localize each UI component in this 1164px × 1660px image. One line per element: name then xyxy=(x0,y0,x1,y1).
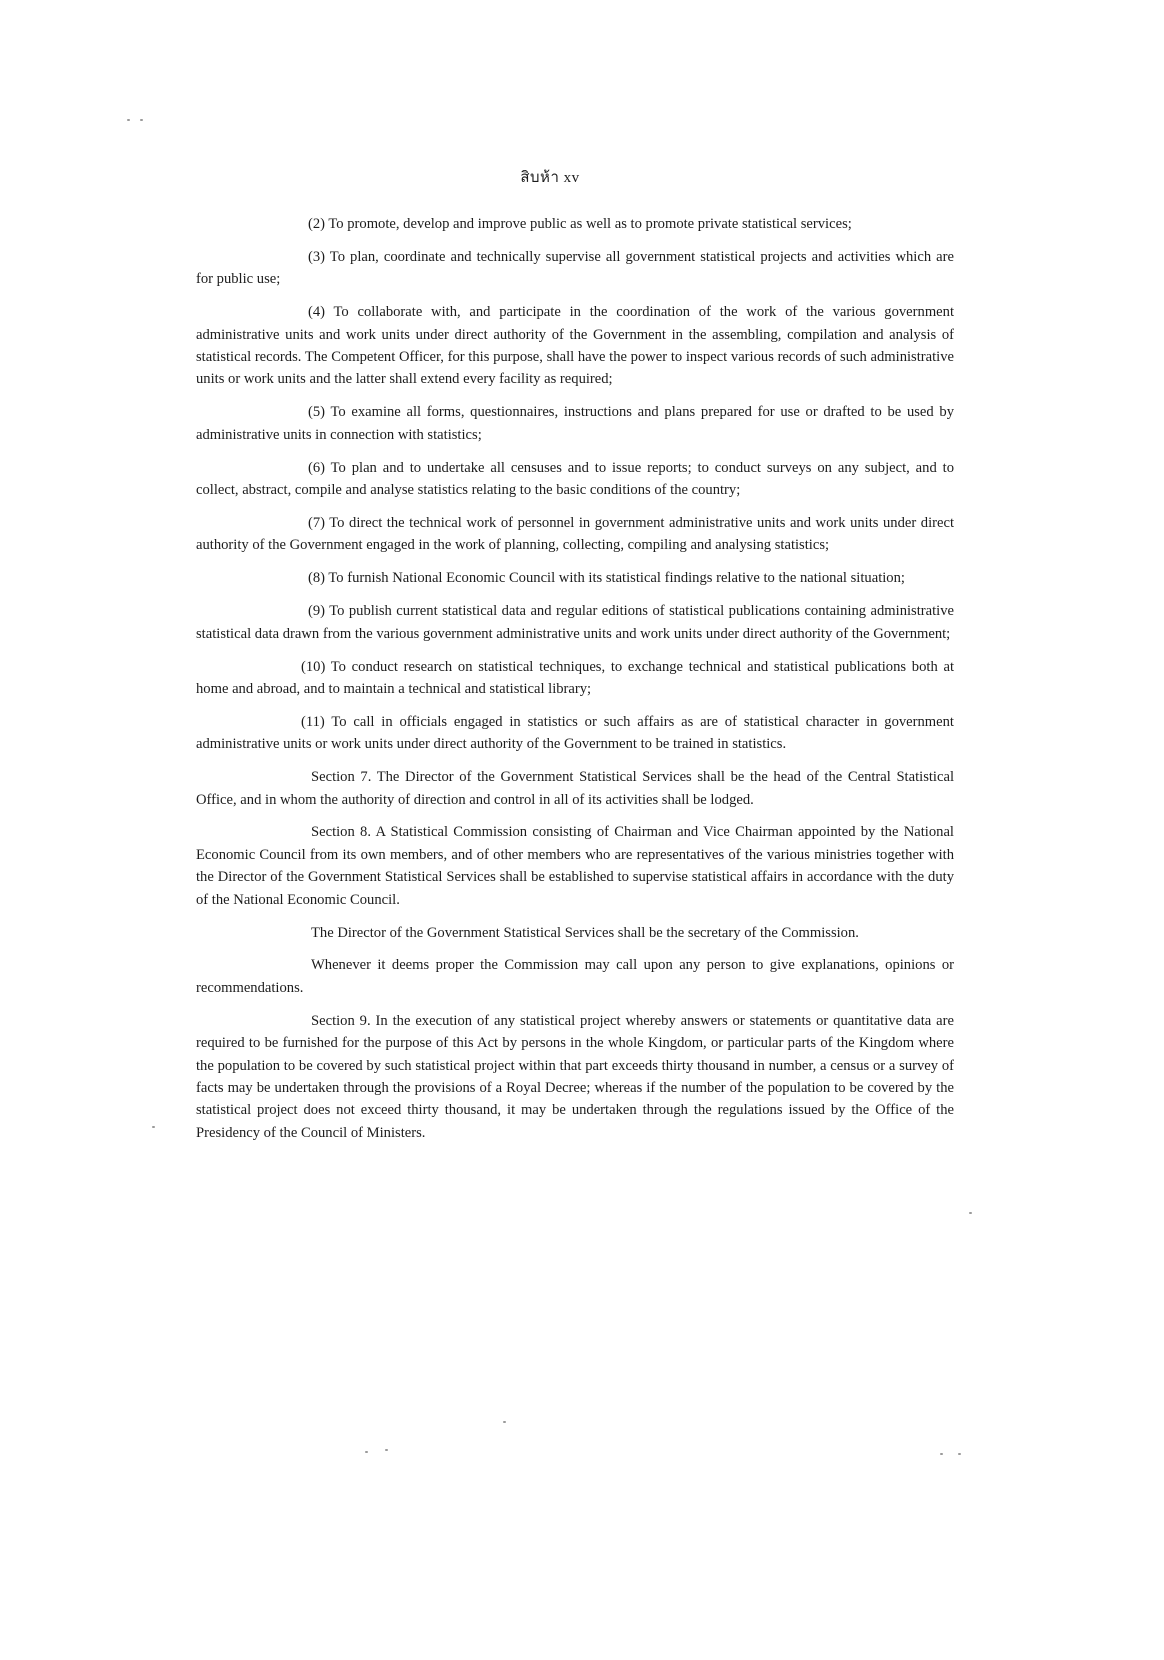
clause-9: (9) To publish current statistical data and regular editions of statistical publications containing administrative statistical data drawn from the various government administrative units and work units under direct authority of the Government; xyxy=(196,603,954,642)
scan-speck xyxy=(365,1451,368,1453)
clause-6: (6) To plan and to undertake all censuses and to issue reports; to conduct surveys on any subject, and to collect, abstract, compile and analyse statistics relating to the basic conditions of the country; xyxy=(196,459,954,499)
document-body xyxy=(196,213,954,1155)
clause-5: (5) To examine all forms, questionnaires, instructions and plans prepared for use or drafted to be used by administrative units in connection with statistics; xyxy=(196,404,954,443)
section-9: Section 9. In the execution of any statistical project whereby answers or statements or quantitative data are required to be furnished for the purpose of this Act by persons in the whole Kingdom, or particular parts of the Kingdom where the population to be covered by such statistical project within that part exceeds thirty thousand in number, a census or a survey of facts may be undertaken through the provisions of a Royal Decree; whereas if the number of the population to be covered by the statistical project does not exceed thirty thousand, it may be undertaken through the regulations issued by the Office of the Presidency of the Council of Ministers. xyxy=(196,1012,954,1141)
scan-speck xyxy=(969,1212,972,1214)
scan-speck xyxy=(140,119,143,121)
scan-speck xyxy=(940,1453,943,1455)
page-number-header: สิบห้า xv xyxy=(520,170,580,186)
section-7: Section 7. The Director of the Government Statistical Services shall be the head of the Central Statistical Office, and in whom the authority of direction and control in all of its activities shall be lodged. xyxy=(196,769,954,808)
scan-speck xyxy=(152,1126,155,1128)
scan-speck xyxy=(127,119,130,121)
section-8-secretary-paragraph: The Director of the Government Statistical Services shall be the secretary of the Commission. xyxy=(311,924,859,941)
clause-8: (8) To furnish National Economic Council with its statistical findings relative to the national situation; xyxy=(308,570,905,587)
scan-speck xyxy=(958,1453,961,1455)
section-8: Section 8. A Statistical Commission consisting of Chairman and Vice Chairman appointed by the National Economic Council from its own members, and of other members who are representatives of the various ministries together with the Director of the Government Statistical Services shall be established to supervise statistical affairs in accordance with the duty of the National Economic Council. xyxy=(196,824,954,908)
clause-7: (7) To direct the technical work of personnel in government administrative units and work units under direct authority of the Government engaged in the work of planning, collecting, compiling and analysing statistics; xyxy=(196,514,954,554)
clause-2: (2) To promote, develop and improve public as well as to promote private statistical services; xyxy=(308,216,852,232)
scan-speck xyxy=(385,1449,388,1451)
clause-11: (11) To call in officials engaged in statistics or such affairs as are of statistical character in government administrative units or work units under direct authority of the Government to be trained in statistics. xyxy=(196,713,954,753)
section-8-explanations-paragraph: Whenever it deems proper the Commission may call upon any person to give explanations, opinions or recommendations. xyxy=(196,957,954,996)
scan-speck xyxy=(503,1421,506,1423)
clause-10: (10) To conduct research on statistical techniques, to exchange technical and statistical publications both at home and abroad, and to maintain a technical and statistical library; xyxy=(196,658,954,697)
clause-4: (4) To collaborate with, and participate in the coordination of the work of the various government administrative units and work units under direct authority of the Government in the assembling, compilation and analysis of statistical records. The Competent Officer, for this purpose, shall have the power to inspect various records of such administrative units or work units and the latter shall extend every facility as required; xyxy=(196,304,954,388)
clause-3: (3) To plan, coordinate and technically supervise all government statistical projects and activities which are for public use; xyxy=(196,248,954,288)
